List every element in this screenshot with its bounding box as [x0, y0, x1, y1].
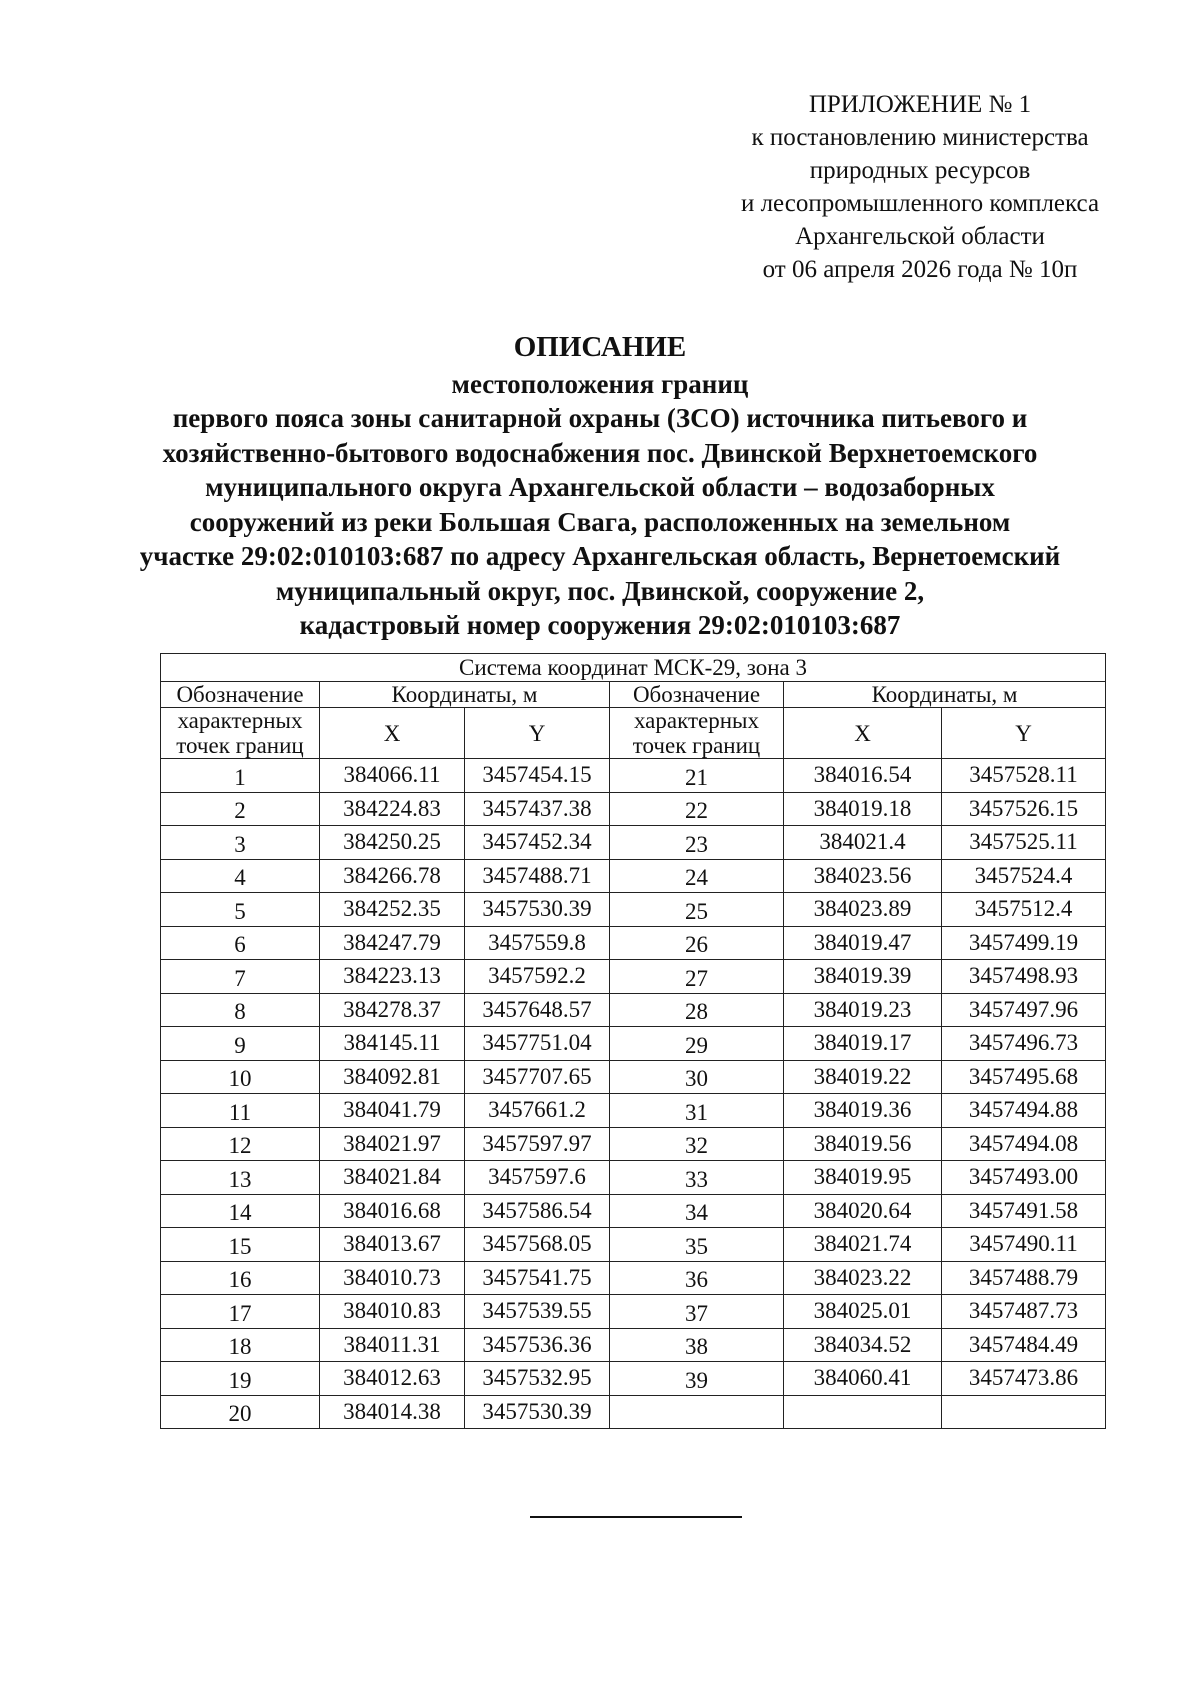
- point-number: 12: [161, 1127, 320, 1161]
- y-coordinate: 3457707.65: [465, 1060, 610, 1094]
- y-coordinate: 3457487.73: [942, 1295, 1106, 1329]
- table-row: [161, 1127, 1106, 1161]
- y-header: Y: [942, 708, 1106, 759]
- point-number: 26: [610, 926, 784, 960]
- x-coordinate: 384066.11: [320, 759, 465, 793]
- point-number: 31: [610, 1094, 784, 1128]
- point-number: 6: [161, 926, 320, 960]
- y-coordinate: 3457524.4: [942, 859, 1106, 893]
- x-coordinate: 384014.38: [320, 1395, 465, 1429]
- y-coordinate: 3457498.93: [942, 960, 1106, 994]
- x-coordinate: 384224.83: [320, 792, 465, 826]
- table-row: [161, 893, 1106, 927]
- x-coordinate: 384019.18: [784, 792, 942, 826]
- y-coordinate: 3457488.71: [465, 859, 610, 893]
- y-coordinate: 3457528.11: [942, 759, 1106, 793]
- point-number: 36: [610, 1261, 784, 1295]
- x-coordinate: 384011.31: [320, 1328, 465, 1362]
- y-coordinate: 3457559.8: [465, 926, 610, 960]
- x-coordinate: 384010.83: [320, 1295, 465, 1329]
- point-number: 13: [161, 1161, 320, 1195]
- x-coordinate: 384252.35: [320, 893, 465, 927]
- y-coordinate: 3457452.34: [465, 826, 610, 860]
- point-number: 27: [610, 960, 784, 994]
- table-row: [161, 759, 1106, 793]
- x-coordinate: 384016.68: [320, 1194, 465, 1228]
- point-number: 23: [610, 826, 784, 860]
- table-row: [161, 1228, 1106, 1262]
- designation-header: Обозначение: [610, 682, 784, 708]
- point-number: 30: [610, 1060, 784, 1094]
- x-coordinate: 384145.11: [320, 1027, 465, 1061]
- x-coordinate: 384020.64: [784, 1194, 942, 1228]
- y-coordinate: 3457454.15: [465, 759, 610, 793]
- y-coordinate: 3457497.96: [942, 993, 1106, 1027]
- point-number: 25: [610, 893, 784, 927]
- x-coordinate: 384021.4: [784, 826, 942, 860]
- y-header: Y: [465, 708, 610, 759]
- point-number: 11: [161, 1094, 320, 1128]
- y-coordinate: 3457597.97: [465, 1127, 610, 1161]
- table-row: [161, 1161, 1106, 1195]
- point-number: 32: [610, 1127, 784, 1161]
- table-row: [161, 1395, 1106, 1429]
- y-coordinate: 3457512.4: [942, 893, 1106, 927]
- x-coordinate: 384041.79: [320, 1094, 465, 1128]
- y-coordinate: 3457495.68: [942, 1060, 1106, 1094]
- table-row: [161, 826, 1106, 860]
- x-coordinate: 384019.22: [784, 1060, 942, 1094]
- title-line: кадастровый номер сооружения 29:02:010103:687: [299, 610, 901, 640]
- table-row: [161, 960, 1106, 994]
- title-line: муниципальный округ, пос. Двинской, сооружение 2,: [275, 575, 925, 606]
- x-coordinate: [784, 1395, 942, 1429]
- y-coordinate: [942, 1395, 1106, 1429]
- x-coordinate: 384060.41: [784, 1362, 942, 1396]
- x-coordinate: 384034.52: [784, 1328, 942, 1362]
- point-number: 10: [161, 1060, 320, 1094]
- y-coordinate: 3457539.55: [465, 1295, 610, 1329]
- x-coordinate: 384021.84: [320, 1161, 465, 1195]
- table-row: [161, 1060, 1106, 1094]
- y-coordinate: 3457592.2: [465, 960, 610, 994]
- title-line: муниципального округа Архангельской области – водозаборных: [205, 472, 995, 502]
- x-header: X: [320, 708, 465, 759]
- x-coordinate: 384247.79: [320, 926, 465, 960]
- point-number: 1: [161, 759, 320, 793]
- point-number: 9: [161, 1027, 320, 1061]
- x-coordinate: 384023.56: [784, 859, 942, 893]
- appendix-line: Архангельской области: [795, 223, 1045, 250]
- point-number: 35: [610, 1228, 784, 1262]
- coordinates-table: [160, 653, 1106, 1429]
- x-coordinate: 384013.67: [320, 1228, 465, 1262]
- x-coordinate: 384025.01: [784, 1295, 942, 1329]
- point-number: 4: [161, 859, 320, 893]
- y-coordinate: 3457493.00: [942, 1161, 1106, 1195]
- y-coordinate: 3457494.88: [942, 1094, 1106, 1128]
- title-line: местоположения границ: [451, 368, 749, 399]
- end-line-divider: [530, 1516, 742, 1518]
- point-number: 28: [610, 993, 784, 1027]
- x-header: X: [784, 708, 942, 759]
- table-row: [161, 1027, 1106, 1061]
- x-coordinate: 384278.37: [320, 993, 465, 1027]
- document-title: [0, 330, 1200, 643]
- y-coordinate: 3457597.6: [465, 1161, 610, 1195]
- y-coordinate: 3457473.86: [942, 1362, 1106, 1396]
- y-coordinate: 3457586.54: [465, 1194, 610, 1228]
- table-row: [161, 1261, 1106, 1295]
- point-number: 5: [161, 893, 320, 927]
- y-coordinate: 3457526.15: [942, 792, 1106, 826]
- x-coordinate: 384019.17: [784, 1027, 942, 1061]
- y-coordinate: 3457494.08: [942, 1127, 1106, 1161]
- x-coordinate: 384023.22: [784, 1261, 942, 1295]
- point-number: 20: [161, 1395, 320, 1429]
- table-row: [161, 926, 1106, 960]
- y-coordinate: 3457499.19: [942, 926, 1106, 960]
- point-number: 29: [610, 1027, 784, 1061]
- y-coordinate: 3457541.75: [465, 1261, 610, 1295]
- point-number: 33: [610, 1161, 784, 1195]
- table-row: [161, 792, 1106, 826]
- x-coordinate: 384266.78: [320, 859, 465, 893]
- coordinate-system-header: Система координат МСК-29, зона 3: [161, 654, 1106, 682]
- designation-subheader: характерных точек границ: [161, 708, 320, 759]
- point-number: 2: [161, 792, 320, 826]
- x-coordinate: 384010.73: [320, 1261, 465, 1295]
- appendix-header: [700, 88, 1140, 286]
- y-coordinate: 3457437.38: [465, 792, 610, 826]
- x-coordinate: 384223.13: [320, 960, 465, 994]
- point-number: 34: [610, 1194, 784, 1228]
- y-coordinate: 3457536.36: [465, 1328, 610, 1362]
- y-coordinate: 3457496.73: [942, 1027, 1106, 1061]
- x-coordinate: 384023.89: [784, 893, 942, 927]
- y-coordinate: 3457484.49: [942, 1328, 1106, 1362]
- y-coordinate: 3457648.57: [465, 993, 610, 1027]
- x-coordinate: 384019.23: [784, 993, 942, 1027]
- x-coordinate: 384012.63: [320, 1362, 465, 1396]
- designation-header: Обозначение: [161, 682, 320, 708]
- y-coordinate: 3457530.39: [465, 893, 610, 927]
- y-coordinate: 3457751.04: [465, 1027, 610, 1061]
- designation-subheader: характерных точек границ: [610, 708, 784, 759]
- appendix-date: от 06 апреля 2026 года № 10п: [762, 256, 1078, 283]
- x-coordinate: 384092.81: [320, 1060, 465, 1094]
- point-number: [610, 1395, 784, 1429]
- table-body: [161, 759, 1106, 1429]
- title-line: участке 29:02:010103:687 по адресу Архангельская область, Вернетоемский: [139, 541, 1061, 571]
- table-row: [161, 993, 1106, 1027]
- table-row: [161, 1295, 1106, 1329]
- x-coordinate: 384019.95: [784, 1161, 942, 1195]
- y-coordinate: 3457532.95: [465, 1362, 610, 1396]
- x-coordinate: 384021.74: [784, 1228, 942, 1262]
- point-number: 38: [610, 1328, 784, 1362]
- y-coordinate: 3457525.11: [942, 826, 1106, 860]
- table-row: [161, 1194, 1106, 1228]
- coords-header: Координаты, м: [320, 682, 610, 708]
- title-line: сооружений из реки Большая Свага, расположенных на земельном: [189, 506, 1011, 537]
- y-coordinate: 3457491.58: [942, 1194, 1106, 1228]
- x-coordinate: 384019.39: [784, 960, 942, 994]
- point-number: 18: [161, 1328, 320, 1362]
- point-number: 22: [610, 792, 784, 826]
- point-number: 16: [161, 1261, 320, 1295]
- x-coordinate: 384019.36: [784, 1094, 942, 1128]
- table-row: [161, 859, 1106, 893]
- x-coordinate: 384250.25: [320, 826, 465, 860]
- appendix-line: природных ресурсов: [809, 157, 1031, 184]
- point-number: 24: [610, 859, 784, 893]
- table-row: [161, 1362, 1106, 1396]
- point-number: 19: [161, 1362, 320, 1396]
- appendix-line: к постановлению министерства: [751, 124, 1089, 151]
- point-number: 37: [610, 1295, 784, 1329]
- point-number: 39: [610, 1362, 784, 1396]
- table-row: [161, 1094, 1106, 1128]
- table-row: [161, 1328, 1106, 1362]
- point-number: 17: [161, 1295, 320, 1329]
- x-coordinate: 384021.97: [320, 1127, 465, 1161]
- point-number: 14: [161, 1194, 320, 1228]
- title-line: хозяйственно-бытового водоснабжения пос. Двинской Верхнетоемского: [162, 437, 1038, 468]
- title-line: первого пояса зоны санитарной охраны (ЗСО) источника питьевого и: [172, 403, 1028, 433]
- y-coordinate: 3457530.39: [465, 1395, 610, 1429]
- point-number: 15: [161, 1228, 320, 1262]
- point-number: 3: [161, 826, 320, 860]
- point-number: 21: [610, 759, 784, 793]
- y-coordinate: 3457661.2: [465, 1094, 610, 1128]
- coords-header: Координаты, м: [784, 682, 1106, 708]
- y-coordinate: 3457568.05: [465, 1228, 610, 1262]
- y-coordinate: 3457488.79: [942, 1261, 1106, 1295]
- point-number: 8: [161, 993, 320, 1027]
- title-main: ОПИСАНИЕ: [513, 331, 687, 363]
- x-coordinate: 384019.47: [784, 926, 942, 960]
- x-coordinate: 384019.56: [784, 1127, 942, 1161]
- appendix-line: и лесопромышленного комплекса: [740, 190, 1100, 217]
- appendix-title: ПРИЛОЖЕНИЕ № 1: [808, 91, 1032, 118]
- y-coordinate: 3457490.11: [942, 1228, 1106, 1262]
- x-coordinate: 384016.54: [784, 759, 942, 793]
- point-number: 7: [161, 960, 320, 994]
